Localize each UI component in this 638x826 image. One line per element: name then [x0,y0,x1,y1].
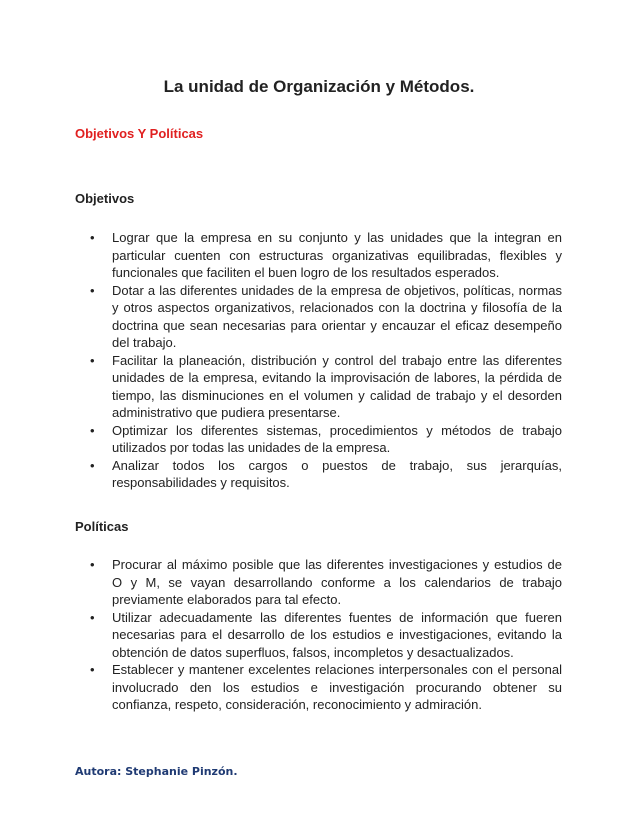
list-item [90,352,562,422]
list-item-text: Dotar a las diferentes unidades de la empresa de objetivos, políticas, normas y otros aspectos organizativos, relacionados con la doctrina y filosofía de la doctrina que sean necesarias para orientar y encauzar el eficaz desempeño del trabajo. [112,282,562,350]
bullet-icon: • [90,557,95,572]
document-subtitle: Objetivos Y Políticas [75,126,204,141]
list-item [90,422,562,457]
list-item [90,609,562,662]
list-item-text: Optimizar los diferentes sistemas, procedimientos y métodos de trabajo utilizados por todas las unidades de la empresa. [112,422,562,455]
page-title: La unidad de Organización y Métodos. [163,77,475,96]
list-item-text: Procurar al máximo posible que las diferentes investigaciones y estudios de O y M, se vayan desarrollando conforme a los calendarios de trabajo previamente elaborados para tal efecto. [112,557,562,607]
list-item [90,282,562,352]
section-heading-politicas: Políticas [75,519,129,534]
bullet-icon: • [90,609,95,625]
list-item [90,556,562,609]
list-item-text: Facilitar la planeación, distribución y control del trabajo entre las diferentes unidades de la empresa, evitando la improvisación de labores, la pérdida de tiempo, las disminuciones en el volumen y calidad de trabajo y el desorden administrativo que pudiera presentarse. [112,352,562,420]
list-item [90,661,562,714]
politicas-list [90,556,562,714]
list-item [90,229,562,282]
bullet-icon: • [90,282,95,298]
list-item [90,457,562,492]
bullet-icon: • [90,352,95,368]
list-item-text: Establecer y mantener excelentes relaciones interpersonales con el personal involucrado den los estudios e investigación procurando obtener su confianza, respeto, consideración, reconocimiento y admiración. [112,662,562,712]
list-item-text: Utilizar adecuadamente las diferentes fuentes de información que fueren necesarias para el desarrollo de los estudios e investigaciones, evitando la obtención de datos superfluos, falsos, incompletos y desactualizados. [112,609,562,660]
list-item-text: Analizar todos los cargos o puestos de trabajo, sus jerarquías, responsabilidades y requisitos. [112,457,562,490]
list-item-text: Lograr que la empresa en su conjunto y las unidades que la integran en particular cuenten con estructuras organizativas equilibradas, flexibles y funcionales que faciliten el buen logro de los resultados esperados. [112,230,562,280]
bullet-icon: • [90,662,95,677]
section-heading-objetivos: Objetivos [75,191,135,206]
bullet-icon: • [90,457,95,473]
bullet-icon: • [90,230,95,245]
author-footer: Autora: Stephanie Pinzón. [75,765,238,778]
bullet-icon: • [90,422,95,438]
objetivos-list [90,229,562,492]
